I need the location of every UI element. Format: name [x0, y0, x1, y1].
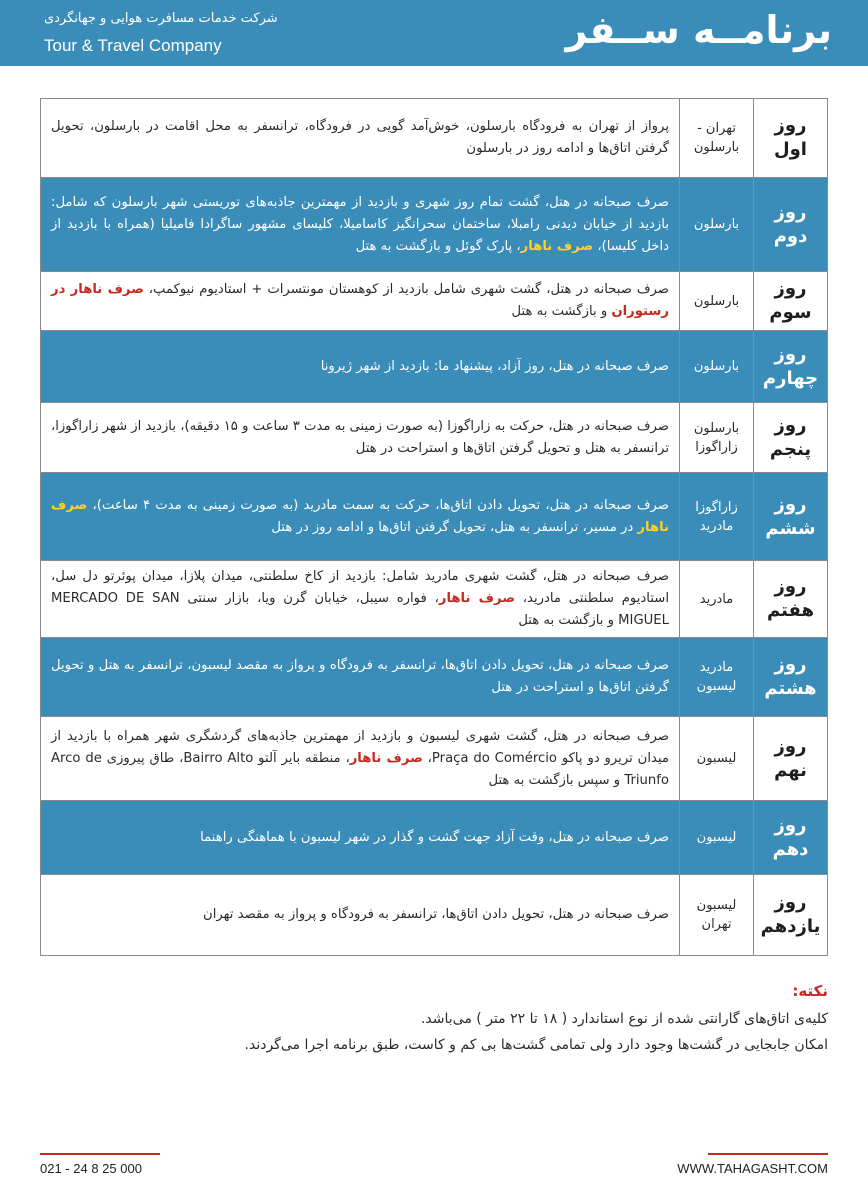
city-cell: مادرید — [680, 561, 754, 638]
city-cell: بارسلون — [680, 331, 754, 403]
city-cell: لیسبون تهران — [680, 875, 754, 956]
footer-phone: 021 - 24 8 25 000 — [40, 1161, 142, 1176]
footer-divider — [708, 1153, 828, 1155]
city-cell: بارسلون — [680, 272, 754, 331]
page-title: برنامــه ســفر — [565, 8, 832, 52]
company-name-en: Tour & Travel Company — [44, 36, 222, 55]
day-cell: روز نهم — [754, 717, 828, 801]
table-row — [41, 473, 828, 561]
table-row — [41, 638, 828, 717]
table-row — [41, 403, 828, 473]
company-name-fa: شرکت خدمات مسافرت هوایی و جهانگردی — [44, 11, 278, 26]
table-row — [41, 801, 828, 875]
day-cell: روز چهارم — [754, 331, 828, 403]
table-row — [41, 561, 828, 638]
description-cell: صرف صبحانه در هتل، تحویل دادن اتاق‌ها، ترانسفر به فرودگاه و پرواز به مقصد تهران — [41, 875, 680, 956]
description-cell: صرف صبحانه در هتل، تحویل دادن اتاق‌ها، ترانسفر به فرودگاه و پرواز به مقصد لیسبون، ترانسفر به هتل و تحویل گرفتن اتاق‌ها و استراحت در هتل — [41, 638, 680, 717]
city-cell: لیسبون — [680, 801, 754, 875]
description-cell: پرواز از تهران به فرودگاه بارسلون، خوش‌آمد گویی در فرودگاه، ترانسفر به محل اقامت در بارسلون، تحویل گرفتن اتاق‌ها و ادامه روز در بارسلون — [41, 99, 680, 178]
day-cell: روز یازدهم — [754, 875, 828, 956]
table-row — [41, 331, 828, 403]
note-line: امکان جابجایی در گشت‌ها وجود دارد ولی تمامی گشت‌ها بی کم و کاست، طبق برنامه اجرا می‌گردند. — [244, 1037, 828, 1053]
day-cell: روز پنجم — [754, 403, 828, 473]
table-row — [41, 99, 828, 178]
description-cell: صرف صبحانه در هتل، وقت آزاد جهت گشت و گذار در شهر لیسبون با هماهنگی راهنما — [41, 801, 680, 875]
city-cell: لیسبون — [680, 717, 754, 801]
city-cell: بارسلون زاراگوزا — [680, 403, 754, 473]
day-cell: روز هفتم — [754, 561, 828, 638]
notes-section — [40, 982, 828, 1058]
page-header — [0, 0, 868, 66]
day-cell: روز دوم — [754, 178, 828, 272]
table-row — [41, 272, 828, 331]
day-cell: روز اول — [754, 99, 828, 178]
footer-divider — [40, 1153, 160, 1155]
note-line: کلیه‌ی اتاق‌های گارانتی شده از نوع استاندارد ( ۱۸ تا ۲۲ متر ) می‌باشد. — [420, 1011, 828, 1027]
day-cell: روز سوم — [754, 272, 828, 331]
city-cell: مادرید لیسبون — [680, 638, 754, 717]
day-cell: روز هشتم — [754, 638, 828, 717]
table-row — [41, 717, 828, 801]
description-cell: صرف صبحانه در هتل، گشت شهری مادرید شامل: بازدید از کاخ سلطنتی، میدان پلازا، میدان پوئرتو دل سل، استادیوم سلطنتی مادرید، صرف ناهار، فواره سیبل، خیابان گرن ویا، بازار سنتی MERCADO DE SAN MIGUEL و بازگشت به هتل — [41, 561, 680, 638]
description-cell: صرف صبحانه در هتل، روز آزاد، پیشنهاد ما: بازدید از شهر ژیرونا — [41, 331, 680, 403]
table-row — [41, 875, 828, 956]
city-cell: زاراگوزا مادرید — [680, 473, 754, 561]
description-cell: صرف صبحانه در هتل، گشت شهری لیسبون و بازدید از مهمترین جاذبه‌های گردشگری شهر همراه با بازدید از میدان تریرو دو پاکو Praça do Comércio، صرف ناهار، منطقه بایر آلتو Bairro Alto، طاق پیروزی Arco de Triunfo و سپس بازگشت به هتل — [41, 717, 680, 801]
footer-website[interactable]: WWW.TAHAGASHT.COM — [677, 1161, 828, 1176]
day-cell: روز ششم — [754, 473, 828, 561]
notes-title: نکته: — [792, 982, 828, 1000]
city-cell: بارسلون — [680, 178, 754, 272]
itinerary-table — [40, 98, 828, 956]
city-cell: تهران - بارسلون — [680, 99, 754, 178]
table-row — [41, 178, 828, 272]
description-cell: صرف صبحانه در هتل، گشت تمام روز شهری و بازدید از مهمترین جاذبه‌های توریستی شهر بارسلون که شامل: بازدید از خیابان دیدنی رامبلا، ساختمان سحرانگیز کاسامیلا، کلیسای مشهور ساگرادا فامیلیا (همراه با بازدید از داخل کلیسا)، صرف ناهار، پارک گوئل و بازگشت به هتل — [41, 178, 680, 272]
day-cell: روز دهم — [754, 801, 828, 875]
description-cell: صرف صبحانه در هتل، گشت شهری شامل بازدید از کوهستان مونتسرات + استادیوم نیوکمپ، صرف ناهار در رستوران و بازگشت به هتل — [41, 272, 680, 331]
description-cell: صرف صبحانه در هتل، حرکت به زاراگوزا (به صورت زمینی به مدت ۳ ساعت و ۱۵ دقیقه)، بازدید از شهر زاراگوزا، ترانسفر به هتل و تحویل گرفتن اتاق‌ها و استراحت در هتل — [41, 403, 680, 473]
description-cell: صرف صبحانه در هتل، تحویل دادن اتاق‌ها، حرکت به سمت مادرید (به صورت زمینی به مدت ۴ ساعت)، صرف ناهار در مسیر، ترانسفر به هتل، تحویل گرفتن اتاق‌ها و ادامه روز در هتل — [41, 473, 680, 561]
